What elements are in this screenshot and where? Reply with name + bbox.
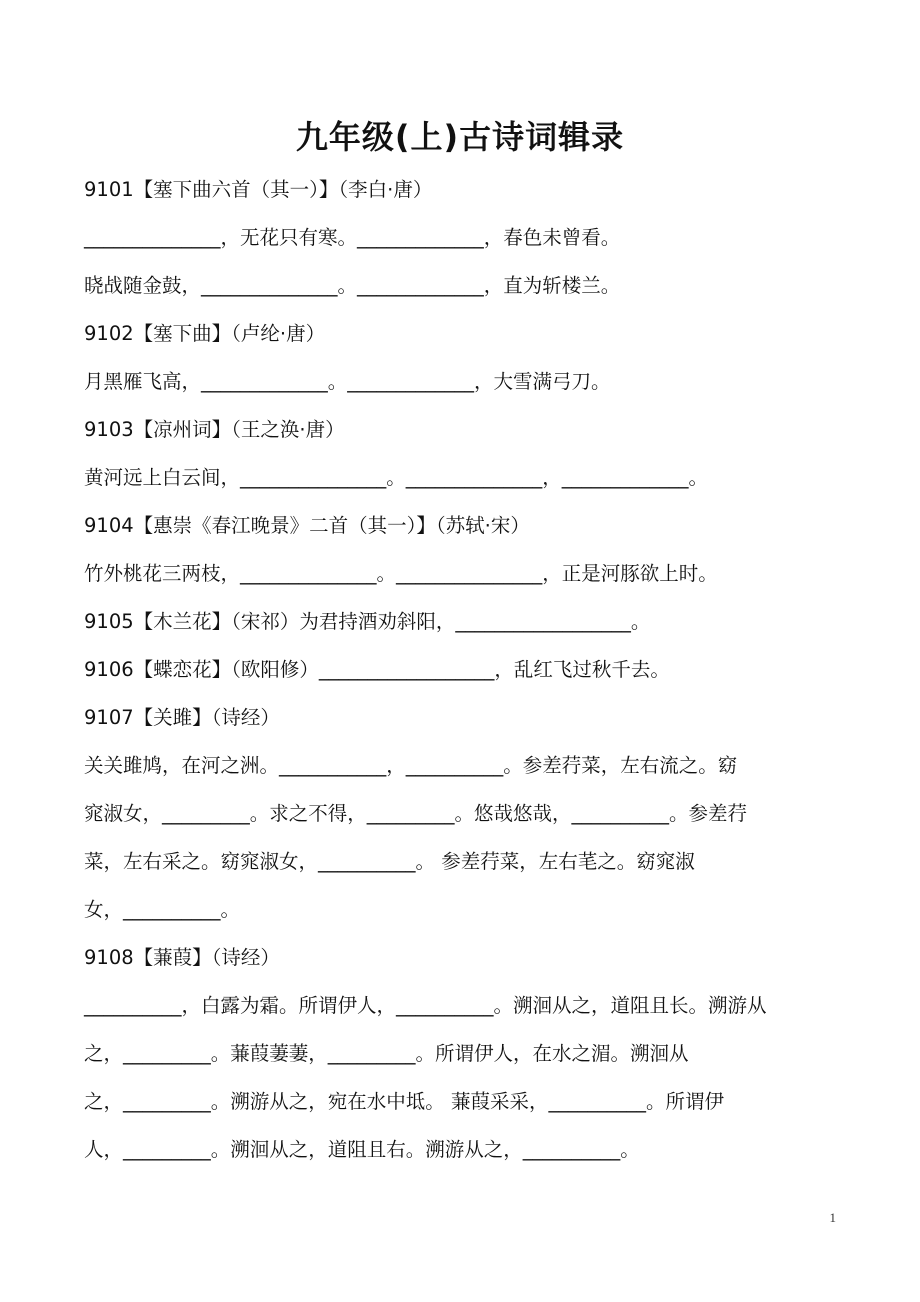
poem-line: 黄河远上白云间，_______________。______________，_____________。 [84, 466, 709, 489]
poem-line: 之，_________。溯游从之，宛在水中坻。 蒹葭采采，__________。所谓伊 [84, 1090, 724, 1113]
poem-heading: 9103【凉州词】（王之涣·唐） [84, 418, 345, 441]
poem-line: __________，白露为霜。所谓伊人，__________。溯洄从之，道阻且长。溯游从 [84, 994, 767, 1017]
poem-line: 9106【蝶恋花】（欧阳修）__________________，乱红飞过秋千去。 [84, 658, 670, 681]
page-number: 1 [829, 1210, 836, 1225]
page-title: 九年级(上)古诗词辑录 [295, 118, 625, 156]
poem-line: 窕淑女，_________。求之不得，_________。悠哉悠哉，__________。参差荇 [84, 802, 748, 825]
poem-heading: 9102【塞下曲】（卢纶·唐） [84, 322, 326, 345]
poem-line: 月黑雁飞高，_____________。_____________，大雪满弓刀。 [84, 370, 611, 393]
poem-line: 9105【木兰花】（宋祁）为君持酒劝斜阳，__________________。 [84, 610, 651, 633]
poem-heading: 9107【关雎】（诗经） [84, 706, 280, 729]
poem-heading: 9101【塞下曲六首（其一）】（李白·唐） [84, 178, 433, 201]
poem-line: 竹外桃花三两枝，______________。_______________，正是河豚欲上时。 [84, 562, 718, 585]
poem-line: 关关雎鸠，在河之洲。___________，__________。参差荇菜，左右流之。窈 [84, 754, 738, 777]
poem-line: 晓战随金鼓，______________。_____________，直为斩楼兰。 [84, 274, 621, 297]
poem-heading: 9104【惠崇《春江晚景》二首（其一）】（苏轼·宋） [84, 514, 530, 537]
poem-line: ______________，无花只有寒。_____________，春色未曾看。 [84, 226, 621, 249]
poem-line: 之，_________。蒹葭萋萋，_________。所谓伊人，在水之湄。溯洄从 [84, 1042, 689, 1065]
poem-heading: 9108【蒹葭】（诗经） [84, 946, 280, 969]
poem-line: 女，__________。 [84, 898, 241, 921]
poem-line: 人，_________。溯洄从之，道阻且右。溯游从之，__________。 [84, 1138, 640, 1161]
poem-line: 菜，左右采之。窈窕淑女，__________。 参差荇菜，左右芼之。窈窕淑 [84, 850, 695, 873]
